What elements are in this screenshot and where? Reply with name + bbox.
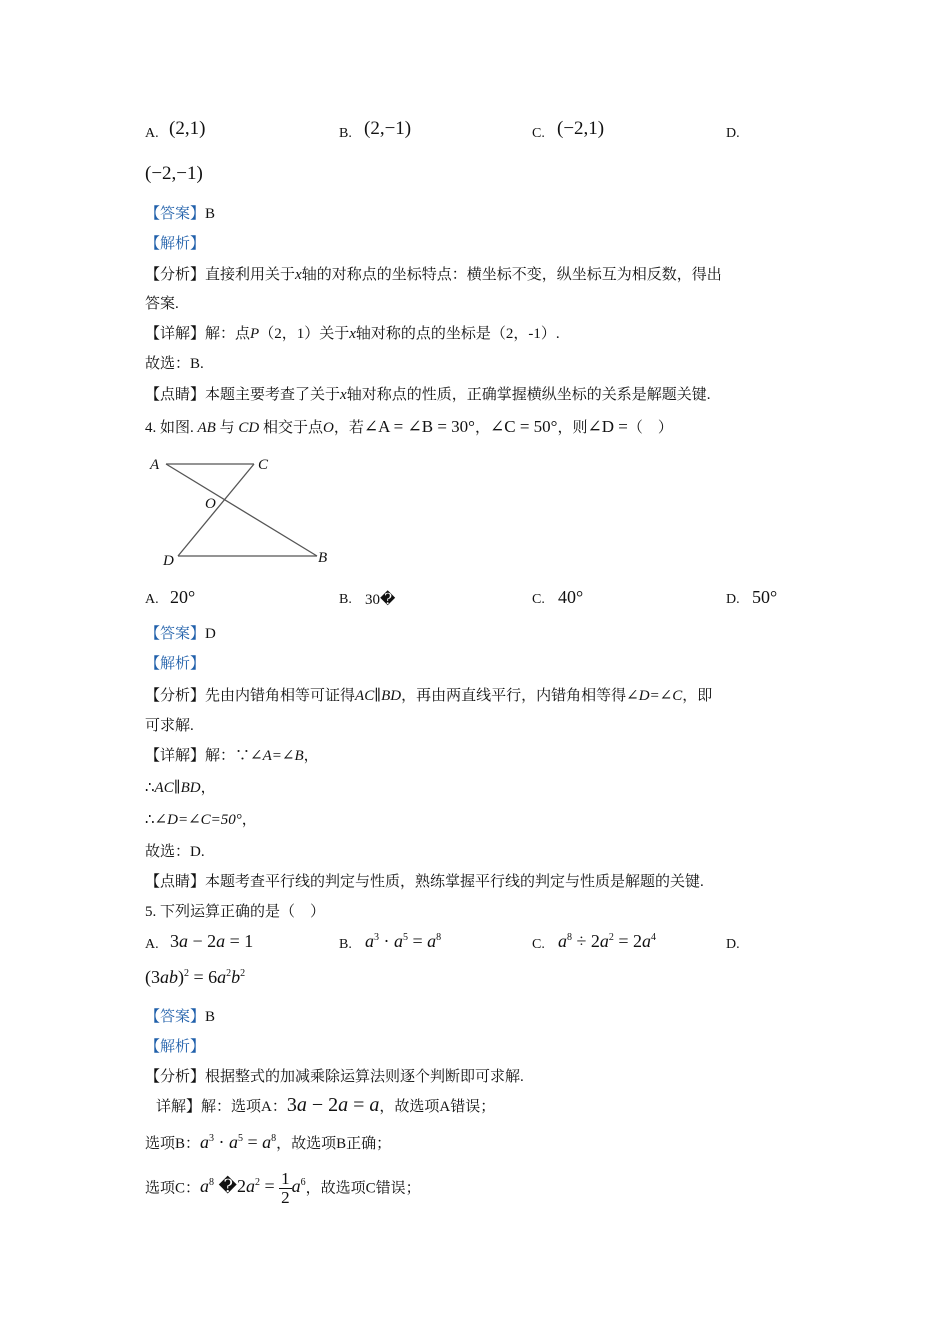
fenxi-text: 直接利用关于 bbox=[205, 267, 296, 283]
answer-value: B bbox=[205, 206, 216, 222]
q5-analysis-tag: 【解析】 bbox=[145, 1039, 206, 1055]
q5-detail-b bbox=[145, 1132, 391, 1153]
q4-option-d-value: 50° bbox=[752, 587, 778, 607]
seg-cd: CD bbox=[238, 420, 260, 436]
detail-text: ，故选项B正确； bbox=[276, 1136, 392, 1152]
q4-choose: 故选：D. bbox=[145, 844, 205, 860]
stem-text: ， bbox=[474, 420, 490, 436]
detail-tag: 【详解】 bbox=[145, 326, 206, 342]
detail-text: 详解】解：选项A： bbox=[156, 1099, 287, 1115]
therefore-symbol: ∴ bbox=[145, 812, 155, 828]
label-a: A bbox=[150, 457, 160, 473]
fraction-half: $\frac{1}{2}$ bbox=[281, 1169, 290, 1207]
stem-text: 相交于点 bbox=[262, 420, 323, 436]
q4-analysis-tag: 【解析】 bbox=[145, 656, 206, 672]
ask-expr: ∠D = bbox=[587, 417, 628, 436]
detail-text: 解：点 bbox=[205, 326, 251, 342]
dianjing-text: 本题主要考查了关于 bbox=[205, 387, 341, 403]
q4-step-2 bbox=[145, 776, 216, 797]
detail-tag: 【详解】 bbox=[145, 748, 206, 764]
label-o: O bbox=[205, 496, 216, 512]
q3-option-a-value: (2,1) bbox=[169, 118, 206, 139]
fenxi-text: 根据整式的加减乘除运算法则逐个判断即可求解. bbox=[205, 1069, 524, 1085]
math-angle-result: ∠D=∠C=50° bbox=[154, 812, 242, 828]
q5-option-d-expr: $(3ab)^2 = 6a^2b^2$ bbox=[145, 967, 246, 987]
geometry-figure bbox=[145, 452, 345, 572]
detail-text: 选项C： bbox=[145, 1180, 201, 1197]
q3-option-c-label: C. bbox=[532, 126, 545, 141]
q5-option-a-expr: 3a − 2a = 1 bbox=[170, 931, 254, 951]
math-parallel: AC∥BD bbox=[355, 688, 402, 704]
q3-option-d-label: D. bbox=[726, 126, 740, 141]
fenxi-text: 先由内错角相等可证得 bbox=[205, 688, 356, 704]
answer-tag: 【答案】 bbox=[145, 206, 206, 222]
dianjing-text: 本题考查平行线的判定与性质，熟练掌握平行线的判定与性质是解题的关键. bbox=[205, 874, 704, 890]
detail-text: 解：∵ bbox=[205, 748, 251, 764]
point-o: O bbox=[322, 420, 334, 436]
var-x: x bbox=[340, 387, 347, 403]
answer-value: D bbox=[205, 626, 216, 642]
stem-text: 与 bbox=[219, 420, 235, 436]
q4-option-d-label: D. bbox=[726, 592, 740, 607]
q5-option-a-label: A. bbox=[145, 937, 159, 952]
fenxi-text: ，再由两直线平行，内错角相等得 bbox=[401, 688, 627, 704]
q3-detail bbox=[145, 322, 560, 343]
detail-text: ， bbox=[303, 748, 319, 764]
q5-option-b-label: B. bbox=[339, 937, 352, 952]
label-c: C bbox=[258, 457, 269, 473]
q4-fenxi bbox=[145, 684, 712, 705]
q3-choose: 故选：B. bbox=[145, 356, 204, 372]
detail-text: 选项B： bbox=[145, 1136, 201, 1152]
q5-answer bbox=[145, 1005, 215, 1026]
therefore-symbol: ∴ bbox=[145, 780, 155, 796]
q5-option-c-label: C. bbox=[532, 937, 545, 952]
q5-detail-c bbox=[145, 1170, 421, 1207]
q4-fenxi-cont: 可求解. bbox=[145, 718, 194, 734]
q4-option-c-value: 40° bbox=[558, 587, 584, 607]
seg-ab: AB bbox=[197, 420, 216, 436]
q3-option-b-value: (2,−1) bbox=[364, 118, 412, 139]
detail-text: ，故选项A错误； bbox=[379, 1099, 496, 1115]
detail-text: （2，1）关于 bbox=[259, 326, 350, 342]
math-parallel: AC∥BD bbox=[154, 780, 201, 796]
dianjing-tag: 【点睛】 bbox=[145, 387, 206, 403]
step-text: ， bbox=[241, 812, 257, 828]
q5-stem: 5. 下列运算正确的是（ ） bbox=[145, 904, 326, 920]
fenxi-tag: 【分析】 bbox=[145, 267, 206, 283]
detail-expr-a: 3a − 2a = a bbox=[286, 1094, 380, 1116]
q3-option-c-value: (−2,1) bbox=[557, 118, 605, 139]
q4-detail bbox=[145, 744, 319, 765]
condition-1: ∠A = ∠B = 30° bbox=[363, 417, 475, 436]
label-b: B bbox=[318, 550, 328, 566]
q4-option-b-label: B. bbox=[339, 592, 352, 607]
q4-option-b-value: 30� bbox=[365, 592, 396, 608]
step-text: ， bbox=[200, 780, 216, 796]
fenxi-tag: 【分析】 bbox=[145, 688, 206, 704]
dianjing-text: 轴对称点的性质，正确掌握横纵坐标的关系是解题关键. bbox=[346, 387, 711, 403]
answer-tag: 【答案】 bbox=[145, 1009, 206, 1025]
q4-step-3 bbox=[145, 808, 257, 829]
fenxi-tag: 【分析】 bbox=[145, 1069, 206, 1085]
q3-fenxi-cont: 答案. bbox=[145, 296, 179, 312]
q5-option-b-expr: $a^3 \cdot a^5 = a^8$ bbox=[365, 931, 442, 951]
q5-fenxi bbox=[145, 1065, 524, 1086]
detail-text: ，故选项C错误； bbox=[305, 1180, 421, 1197]
q3-option-a-label: A. bbox=[145, 126, 159, 141]
stem-text: ，若 bbox=[333, 420, 364, 436]
q4-option-a-label: A. bbox=[145, 592, 159, 607]
label-d: D bbox=[163, 553, 174, 569]
q4-dianjing bbox=[145, 870, 704, 891]
dianjing-tag: 【点睛】 bbox=[145, 874, 206, 890]
q4-option-c-label: C. bbox=[532, 592, 545, 607]
stem-text: 4. 如图. bbox=[145, 420, 194, 436]
q3-dianjing bbox=[145, 383, 710, 404]
fenxi-text: ，即 bbox=[682, 688, 713, 704]
q3-option-d-value: (−2,−1) bbox=[145, 163, 203, 184]
detail-expr-c: $a^8$ $�2a^2$ = $\frac{1}{2}$ $a^6$ bbox=[200, 1169, 306, 1207]
q3-fenxi bbox=[145, 263, 722, 284]
math-angle-eq: ∠A=∠B bbox=[250, 748, 304, 764]
q3-option-b-label: B. bbox=[339, 126, 352, 141]
q4-option-a-value: 20° bbox=[170, 587, 196, 607]
q3-analysis-tag: 【解析】 bbox=[145, 236, 206, 252]
answer-value: B bbox=[205, 1009, 216, 1025]
stem-text: ，则 bbox=[557, 420, 588, 436]
var-p: P bbox=[250, 326, 260, 342]
var-x: x bbox=[295, 267, 302, 283]
q4-answer bbox=[145, 622, 216, 643]
answer-tag: 【答案】 bbox=[145, 626, 206, 642]
detail-expr-b: $a^3 \cdot a^5 = a^8$ bbox=[200, 1132, 277, 1152]
stem-text: （ ） bbox=[627, 420, 673, 436]
math-angle-eq: ∠D=∠C bbox=[626, 688, 683, 704]
condition-2: ∠C = 50° bbox=[489, 417, 558, 436]
q3-answer bbox=[145, 202, 215, 223]
detail-text: 轴对称的点的坐标是（2，-1）. bbox=[355, 326, 560, 342]
var-x: x bbox=[349, 326, 356, 342]
q4-stem bbox=[145, 416, 673, 437]
fenxi-text: 轴的对称点的坐标特点：横坐标不变，纵坐标互为相反数，得出 bbox=[301, 267, 722, 283]
q5-detail-a bbox=[156, 1094, 495, 1117]
q5-option-d-label: D. bbox=[726, 937, 740, 952]
q5-option-c-expr: $a^8 \div 2a^2 = 2a^4$ bbox=[558, 931, 657, 951]
